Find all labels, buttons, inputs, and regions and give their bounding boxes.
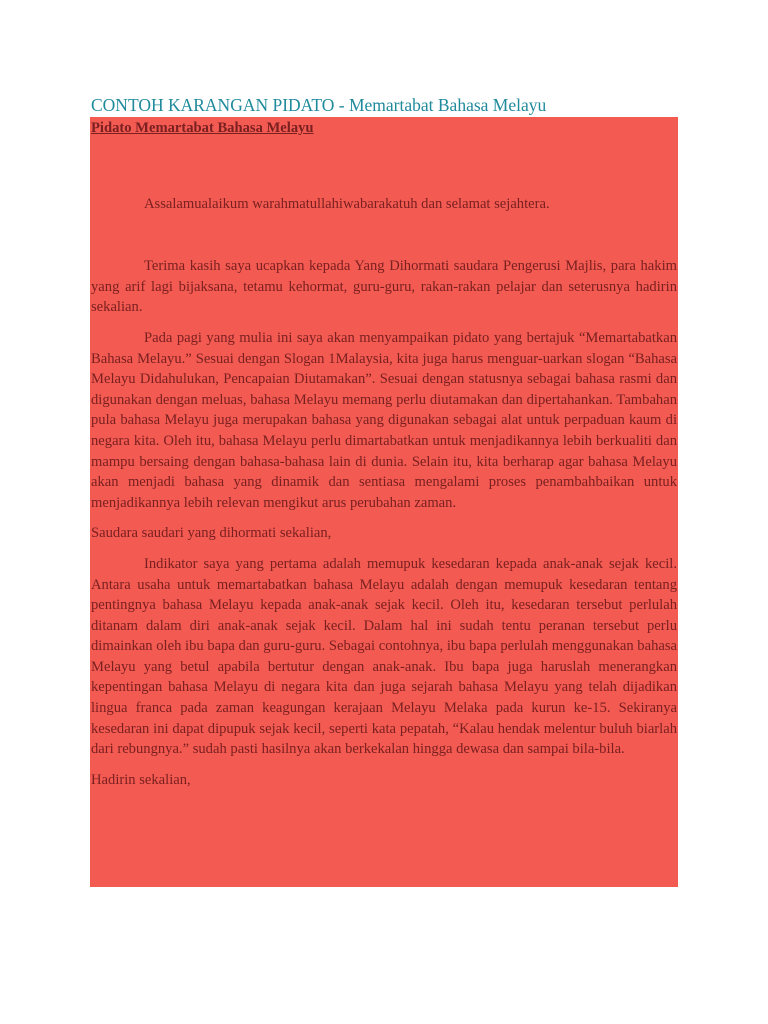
audience-address-closing: Hadirin sekalian, <box>91 771 191 788</box>
greeting-paragraph: Assalamualaikum warahmatullahiwabarakatuh dan selamat sejahtera. <box>144 195 550 212</box>
audience-address: Saudara saudari yang dihormati sekalian, <box>91 525 332 542</box>
introduction-paragraph: Pada pagi yang mulia ini saya akan menyampaikan pidato yang bertajuk “Memartabatkan Bahasa Melayu.” Sesuai dengan Slogan 1Malaysia, kita juga harus menguar-uarkan slogan “Bahasa Melayu Didahulukan, Pencapaian Diutamakan”. Sesuai dengan statusnya sebagai bahasa rasmi dan digunakan dengan meluas, bahasa Melayu memang perlu diutamakan dan dipertahankan. Tambahan pula bahasa Melayu juga merupakan bahasa yang digunakan sebagai alat untuk perpaduan kaum di negara kita. Oleh itu, bahasa Melayu perlu dimartabatkan untuk menjadikannya lebih berkualiti dan mampu bersaing dengan bahasa-bahasa lain di dunia. Selain itu, kita berharap agar bahasa Melayu akan menjadi bahasa yang dinamik dan sentiasa mengalami proses penambahbaikan untuk menjadikannya lebih relevan mengikut arus perubahan zaman. <box>91 329 677 511</box>
thanks-paragraph: Terima kasih saya ucapkan kepada Yang Dihormati saudara Pengerusi Majlis, para hakim yang arif lagi bijaksana, tetamu kehormat, guru-guru, rakan-rakan pelajar dan seterusnya hadirin sekalian. <box>91 258 677 316</box>
speech-content <box>91 118 677 790</box>
document-title: CONTOH KARANGAN PIDATO - Memartabat Bahasa Melayu <box>91 95 547 115</box>
first-point-paragraph: Indikator saya yang pertama adalah memupuk kesedaran kepada anak-anak sejak kecil. Antara usaha untuk memartabatkan bahasa Melayu adalah dengan memupuk kesedaran tentang pentingnya bahasa Melayu kepada anak-anak sejak kecil. Oleh itu, kesedaran tersebut perlulah ditanam dalam diri anak-anak sejak kecil. Dalam hal ini sudah tentu peranan tersebut perlu dimainkan oleh ibu bapa dan guru-guru. Sebagai contohnya, ibu bapa perlulah menggunakan bahasa Melayu yang betul apabila bertutur dengan anak-anak. Ibu bapa juga haruslah menerangkan kepentingan bahasa Melayu di negara kita dan juga sejarah bahasa Melayu yang telah dijadikan lingua franca pada zaman keagungan kerajaan Melayu Melaka pada kurun ke-15. Sekiranya kesedaran ini dapat dipupuk sejak kecil, seperti kata pepatah, “Kalau hendak melentur buluh biarlah dari rebungnya.” sudah pasti hasilnya akan berkekalan hingga dewasa dan sampai bila-bila. <box>91 555 678 758</box>
speech-heading: Pidato Memartabat Bahasa Melayu <box>91 120 314 136</box>
